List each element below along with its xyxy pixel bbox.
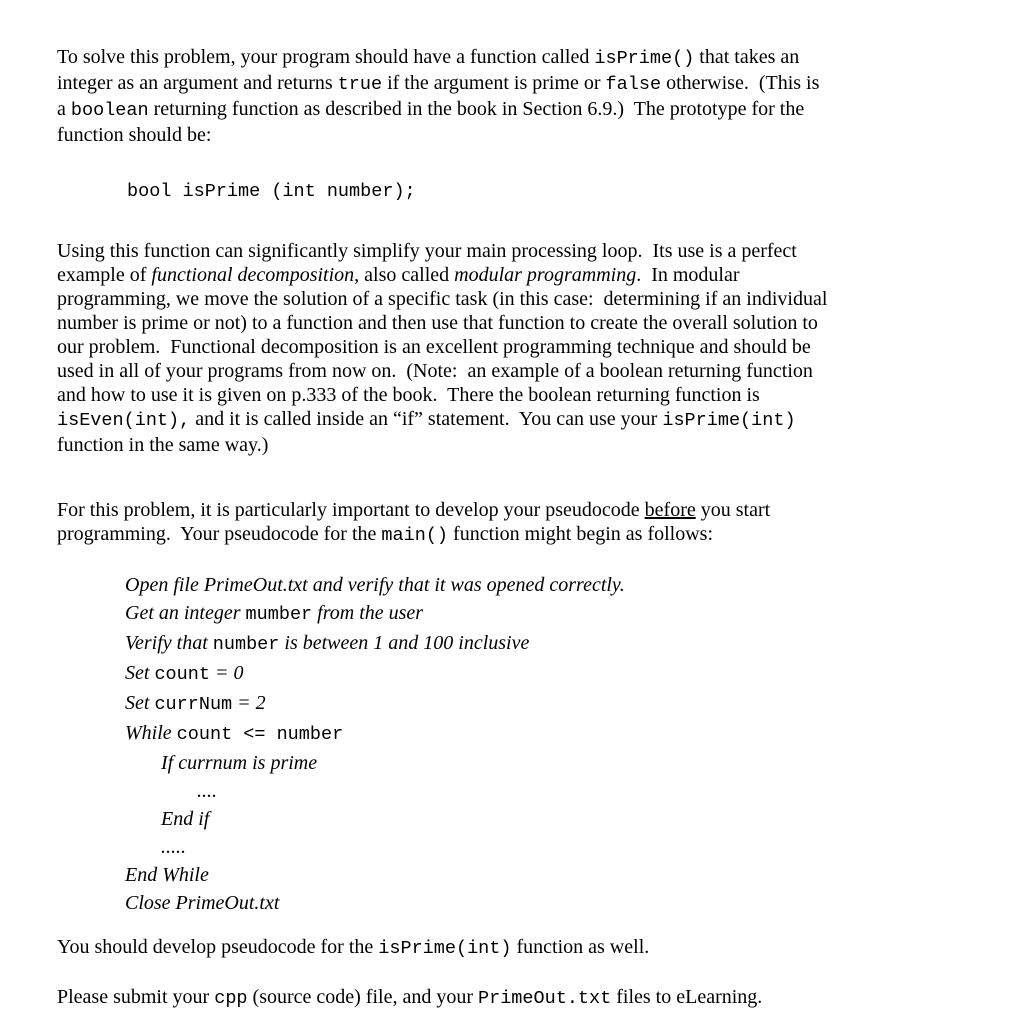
pseudocode-line <box>161 749 983 777</box>
pseudocode-line <box>161 833 983 861</box>
italic-run: functional decomposition <box>151 264 355 286</box>
text-run: programming. Your pseudocode for the <box>57 523 382 545</box>
text-line <box>57 383 983 407</box>
inline-code: cpp <box>214 988 248 1009</box>
text-line <box>57 433 983 457</box>
text-run: For this problem, it is particularly important to develop your pseudocode <box>57 499 645 521</box>
italic-run: Close PrimeOut.txt <box>125 892 280 914</box>
text-line <box>57 359 983 383</box>
italic-run: .... <box>197 780 217 802</box>
text-run: function should be: <box>57 124 212 146</box>
text-line <box>57 123 983 147</box>
paragraph-isprime-note <box>57 935 983 961</box>
italic-run: from the user <box>312 602 424 624</box>
paragraph-decomposition <box>57 239 983 457</box>
pseudocode-line <box>125 599 983 629</box>
inline-code: main() <box>381 525 449 546</box>
pseudocode-block <box>125 571 983 917</box>
text-run: To solve this problem, your program should have a function called <box>57 46 595 68</box>
underlined-word: before <box>644 499 696 521</box>
italic-run: Set <box>125 662 155 684</box>
text-line <box>57 45 983 71</box>
text-run: You should develop pseudocode for the <box>57 936 379 958</box>
text-run: a <box>57 98 71 120</box>
code-prototype: bool isPrime (int number); <box>127 181 416 202</box>
text-run: used in all of your programs from now on. (Note: an example of a boolean returning function <box>57 360 813 382</box>
paragraph-submit <box>57 985 983 1011</box>
text-line <box>57 498 983 522</box>
text-run: , also called <box>354 264 455 286</box>
text-line <box>57 985 983 1011</box>
text-run: number is prime or not) to a function and then use that function to create the overall solution to <box>57 312 818 334</box>
text-line <box>57 522 983 548</box>
text-run: and it is called inside an “if” statement. You can use your <box>190 408 663 430</box>
text-run: you start <box>695 499 771 521</box>
pseudocode-line <box>125 689 983 719</box>
text-line <box>57 97 983 123</box>
text-run: that takes an <box>694 46 800 68</box>
pseudocode-line <box>125 719 983 749</box>
italic-run: End While <box>125 864 209 886</box>
pseudocode-line <box>161 805 983 833</box>
inline-code: mumber <box>245 604 313 625</box>
inline-code: isPrime() <box>594 48 695 69</box>
text-run: example of <box>57 264 152 286</box>
paragraph-pseudocode-intro <box>57 498 983 548</box>
inline-code: count <= number <box>176 724 344 745</box>
inline-code: isEven(int), <box>57 410 191 431</box>
italic-run: Open file PrimeOut.txt and verify that it was opened correctly. <box>125 574 625 596</box>
italic-run: = 0 <box>209 662 244 684</box>
inline-code: isPrime(int) <box>662 410 796 431</box>
text-run: and how to use it is given on p.333 of the book. There the boolean returning function is <box>57 384 760 406</box>
text-line <box>57 71 983 97</box>
text-run: function might begin as follows: <box>448 523 714 545</box>
text-line <box>57 335 983 359</box>
inline-code: currNum <box>154 694 233 715</box>
text-run: Using this function can significantly simplify your main processing loop. Its use is a perfect <box>57 240 797 262</box>
pseudocode-line <box>197 777 983 805</box>
italic-run: ..... <box>161 836 186 858</box>
text-run: function as well. <box>511 936 650 958</box>
text-line <box>57 311 983 335</box>
text-run: otherwise. (This is <box>661 72 820 94</box>
text-line <box>57 239 983 263</box>
inline-code: count <box>154 664 210 685</box>
pseudocode-line <box>125 889 983 917</box>
italic-run: Set <box>125 692 155 714</box>
text-run: (source code) file, and your <box>247 986 478 1008</box>
text-line <box>57 935 983 961</box>
text-run: our problem. Functional decomposition is an excellent programming technique and should be <box>57 336 811 358</box>
italic-run: is between 1 and 100 inclusive <box>279 632 530 654</box>
pseudocode-line <box>125 861 983 889</box>
text-run: programming, we move the solution of a specific task (in this case: determining if an individual <box>57 288 828 310</box>
pseudocode-line <box>125 571 983 599</box>
text-run: if the argument is prime or <box>382 72 606 94</box>
italic-run: If currnum is prime <box>161 752 318 774</box>
text-run: Please submit your <box>57 986 215 1008</box>
text-run: returning function as described in the book in Section 6.9.) The prototype for the <box>148 98 805 120</box>
inline-code: false <box>605 74 662 95</box>
text-line <box>57 407 983 433</box>
text-line <box>57 287 983 311</box>
inline-code: boolean <box>70 100 149 121</box>
text-run: . In modular <box>636 264 740 286</box>
italic-run: End if <box>161 808 210 830</box>
italic-run: Get an integer <box>125 602 246 624</box>
pseudocode-line <box>125 629 983 659</box>
pseudocode-line <box>125 659 983 689</box>
paragraph-intro <box>57 45 983 147</box>
text-run: function in the same way.) <box>57 434 269 456</box>
inline-code: isPrime(int) <box>378 938 512 959</box>
inline-code: true <box>337 74 383 95</box>
inline-code: PrimeOut.txt <box>478 988 612 1009</box>
italic-run: While <box>125 722 177 744</box>
inline-code: number <box>212 634 280 655</box>
text-line <box>57 263 983 287</box>
italic-run: = 2 <box>232 692 266 714</box>
text-run: files to eLearning. <box>611 986 763 1008</box>
italic-run: Verify that <box>125 632 213 654</box>
italic-run: modular programming <box>454 264 637 286</box>
text-run: integer as an argument and returns <box>57 72 338 94</box>
